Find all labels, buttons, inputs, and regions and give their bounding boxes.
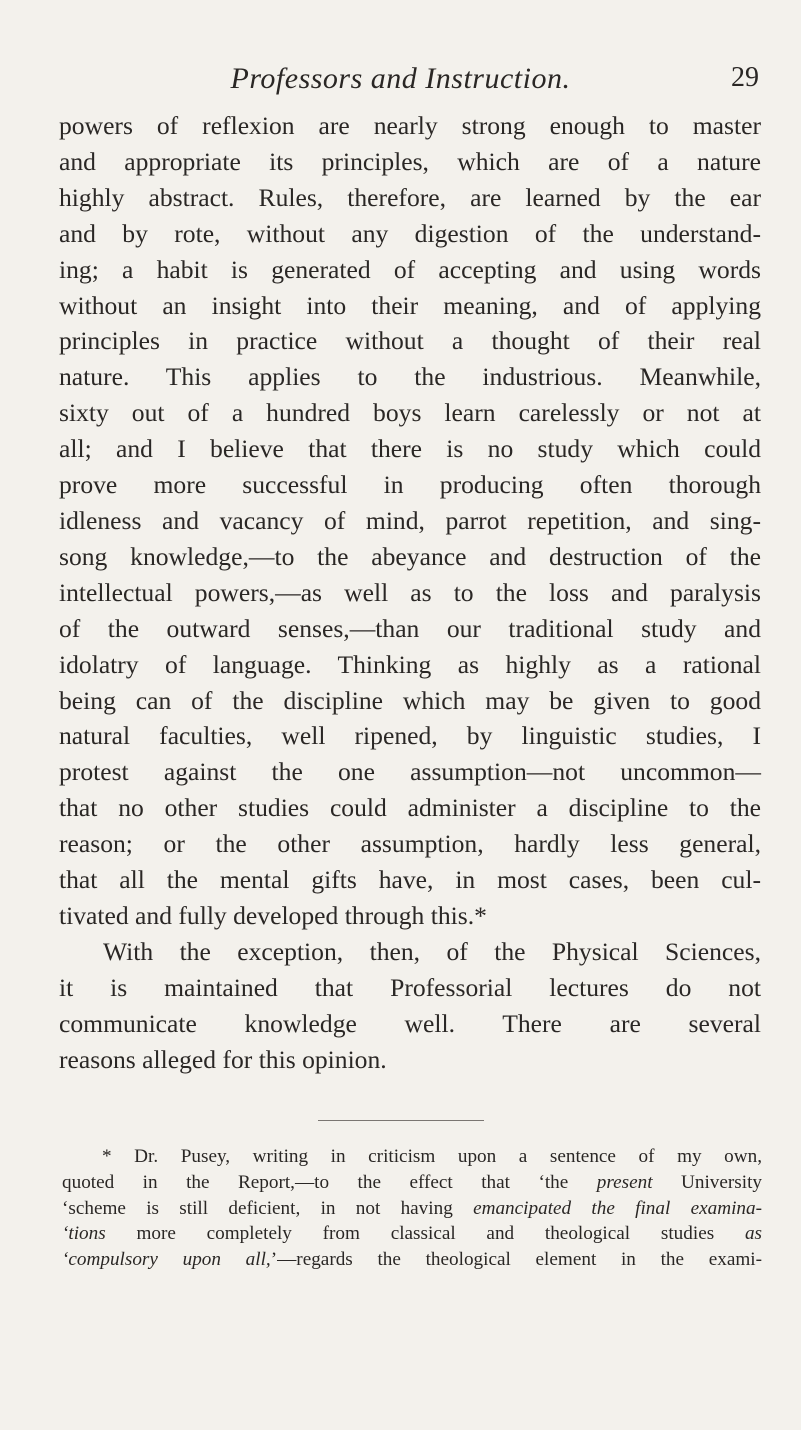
text-line: without an insight into their meaning, and of applying bbox=[59, 290, 761, 320]
text-line: prove more successful in producing often thorough bbox=[59, 470, 761, 500]
text-line: reason; or the other assumption, hardly less general, bbox=[59, 829, 761, 859]
text-line: natural faculties, well ripened, by linguistic studies, I bbox=[59, 721, 761, 751]
running-title: Professors and Instruction. bbox=[230, 62, 571, 95]
text-line: idleness and vacancy of mind, parrot repetition, and sing- bbox=[59, 505, 761, 535]
footnote-italic: present bbox=[596, 1171, 653, 1193]
footnote-line bbox=[62, 1196, 762, 1222]
footnote-italic: as bbox=[744, 1223, 762, 1245]
footnote-italic: ‘compulsory upon all, bbox=[62, 1249, 271, 1271]
footnote-text: ’—regards the theological element in the exami- bbox=[270, 1249, 762, 1271]
text-line: highly abstract. Rules, therefore, are learned by the ear bbox=[59, 182, 761, 212]
text-line: all; and I believe that there is no study which could bbox=[59, 434, 761, 464]
text-line: With the exception, then, of the Physical Sciences, bbox=[103, 936, 761, 966]
footnote-text: more completely from classical and theological studies bbox=[105, 1223, 745, 1245]
text-line: of the outward senses,—than our traditional study and bbox=[59, 613, 761, 643]
footnote-italic: ‘tions bbox=[62, 1223, 106, 1245]
footnote-italic: emancipated the final examina- bbox=[473, 1197, 762, 1219]
text-line: intellectual powers,—as well as to the loss and paralysis bbox=[59, 577, 761, 607]
footnote-line bbox=[62, 1221, 762, 1247]
footnote bbox=[62, 1144, 762, 1273]
text-line: it is maintained that Professorial lectures do not bbox=[59, 972, 761, 1002]
footnote-line: * Dr. Pusey, writing in criticism upon a sentence of my own, bbox=[102, 1146, 762, 1167]
text-line: principles in practice without a thought of their real bbox=[59, 326, 761, 356]
text-line: sixty out of a hundred boys learn carelessly or not at bbox=[59, 398, 761, 428]
text-line: song knowledge,—to the abeyance and destruction of the bbox=[59, 541, 761, 571]
footnote-text: ‘scheme is still deficient, in not having bbox=[62, 1197, 474, 1219]
text-line: protest against the one assumption—not uncommon— bbox=[59, 757, 761, 787]
text-line: that no other studies could administer a discipline to the bbox=[59, 793, 761, 823]
text-line: communicate knowledge well. There are several bbox=[59, 1008, 761, 1038]
paragraph-2 bbox=[59, 934, 761, 1078]
text-line: tivated and fully developed through this.* bbox=[59, 900, 487, 930]
body-text bbox=[59, 108, 761, 1077]
text-line: idolatry of language. Thinking as highly as a rational bbox=[59, 649, 761, 679]
text-line: reasons alleged for this opinion. bbox=[59, 1044, 387, 1074]
text-line: and appropriate its principles, which are of a nature bbox=[59, 146, 761, 176]
footnote-text: University bbox=[652, 1171, 762, 1193]
text-line: ing; a habit is generated of accepting and using words bbox=[59, 254, 761, 284]
running-head bbox=[0, 62, 801, 102]
footnote-line bbox=[62, 1170, 762, 1196]
text-line: powers of reflexion are nearly strong enough to master bbox=[59, 111, 761, 140]
text-line: being can of the discipline which may be given to good bbox=[59, 685, 761, 715]
page-number: 29 bbox=[731, 62, 759, 93]
text-line: and by rote, without any digestion of the understand- bbox=[59, 218, 761, 248]
footnote-divider bbox=[318, 1120, 484, 1121]
footnote-text: quoted in the Report,—to the effect that ‘the bbox=[62, 1171, 597, 1193]
text-line: nature. This applies to the industrious. Meanwhile, bbox=[59, 362, 761, 392]
text-line: that all the mental gifts have, in most cases, been cul- bbox=[59, 865, 761, 895]
paragraph-1 bbox=[59, 108, 761, 934]
footnote-line bbox=[62, 1247, 762, 1273]
